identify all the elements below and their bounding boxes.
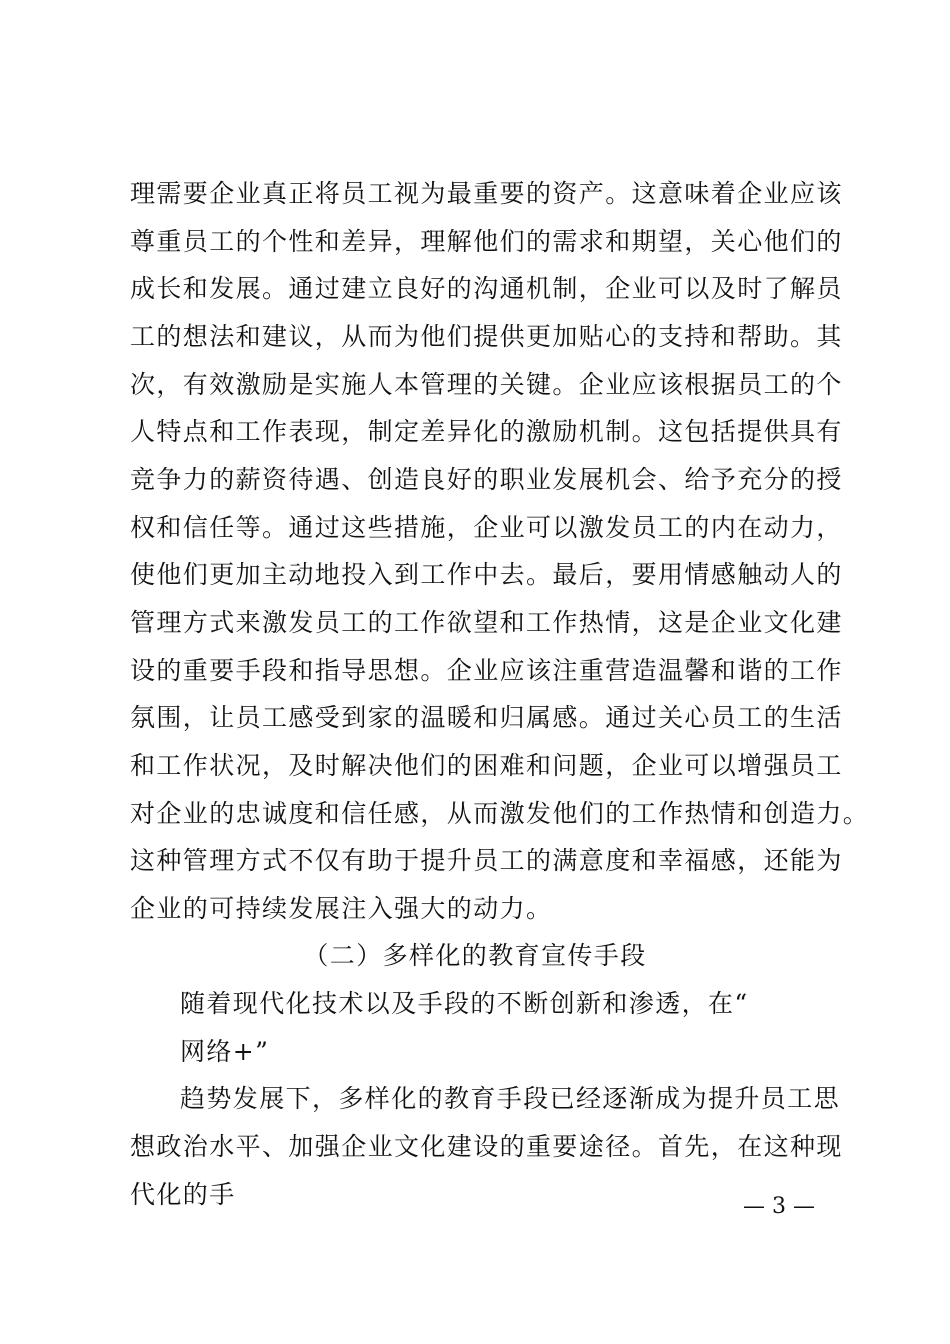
body-text-line: 使他们更加主动地投入到工作中去。最后，要用情感触动人的 (130, 560, 843, 589)
page-number: — 3 — (743, 1194, 815, 1219)
body-text-line: 这种管理方式不仅有助于提升员工的满意度和幸福感，还能为 (130, 846, 843, 875)
paragraph-line: 趋势发展下，多样化的教育手段已经逐渐成为提升员工思 (180, 1084, 841, 1113)
body-text-line: 企业的可持续发展注入强大的动力。 (130, 894, 553, 923)
section-heading: （二）多样化的教育宣传手段 (303, 941, 647, 970)
body-text-line: 成长和发展。通过建立良好的沟通机制，企业可以及时了解员 (130, 274, 843, 303)
paragraph-line: 网络+” (180, 1037, 270, 1066)
body-text-line: 氛围，让员工感受到家的温暖和归属感。通过关心员工的生活 (130, 703, 843, 732)
body-text-line: 理需要企业真正将员工视为最重要的资产。这意味着企业应该 (130, 179, 843, 208)
body-text-line: 竞争力的薪资待遇、创造良好的职业发展机会、给予充分的授 (130, 465, 843, 494)
body-text-line: 管理方式来激发员工的工作欲望和工作热情，这是企业文化建 (130, 608, 843, 637)
body-text-line: 对企业的忠诚度和信任感，从而激发他们的工作热情和创造力。 (130, 799, 870, 828)
paragraph-line: 随着现代化技术以及手段的不断创新和渗透，在“ (180, 989, 749, 1018)
body-text-line: 设的重要手段和指导思想。企业应该注重营造温馨和谐的工作 (130, 656, 843, 685)
paragraph-line: 代化的手 (130, 1180, 236, 1209)
body-text-line: 尊重员工的个性和差异，理解他们的需求和期望，关心他们的 (130, 227, 843, 256)
body-text-line: 权和信任等。通过这些措施，企业可以激发员工的内在动力， (130, 513, 843, 542)
body-text-line: 工的想法和建议，从而为他们提供更加贴心的支持和帮助。其 (130, 322, 843, 351)
paragraph-line: 想政治水平、加强企业文化建设的重要途径。首先，在这种现 (130, 1132, 843, 1161)
body-text-line: 次，有效激励是实施人本管理的关键。企业应该根据员工的个 (130, 370, 843, 399)
body-text-line: 人特点和工作表现，制定差异化的激励机制。这包括提供具有 (130, 417, 843, 446)
body-text-line: 和工作状况，及时解决他们的困难和问题，企业可以增强员工 (130, 751, 843, 780)
